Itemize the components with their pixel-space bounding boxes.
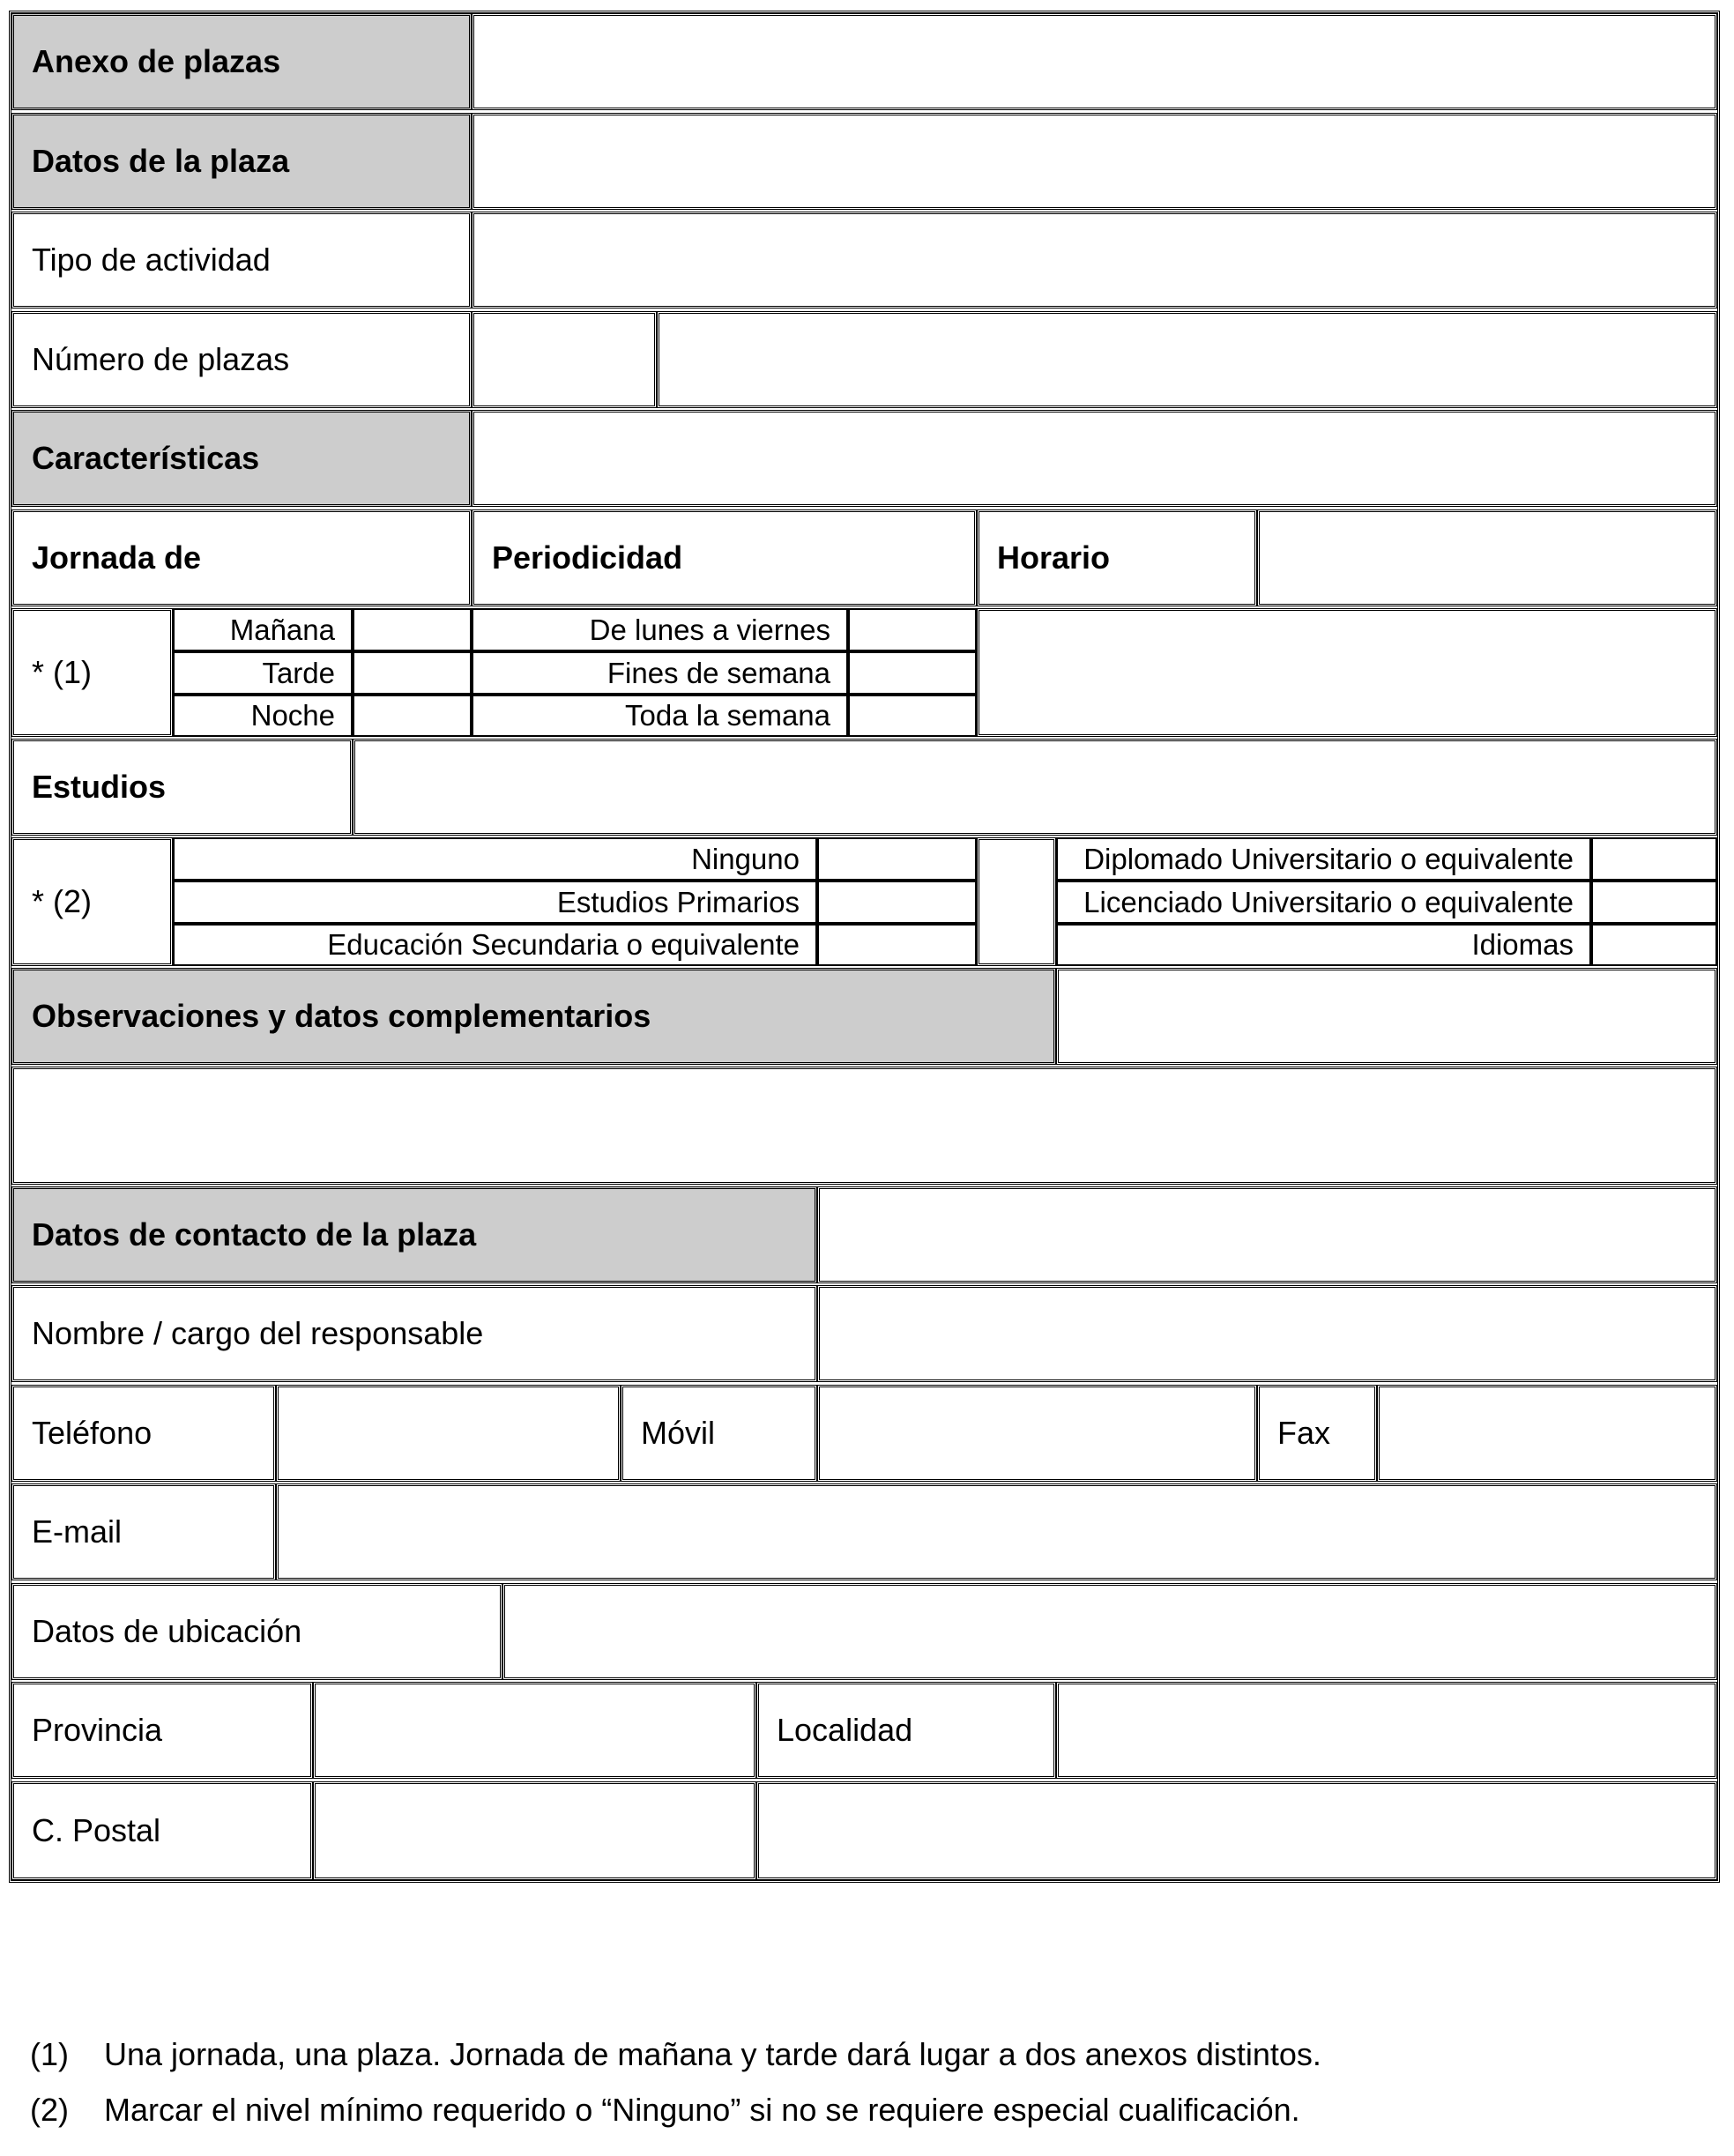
footnote-2 [30,2092,1300,2129]
jornada-noche-checkbox[interactable] [353,695,472,737]
horario-detail-field[interactable] [977,608,1717,737]
fax-field[interactable] [1377,1385,1717,1482]
estudios-header-cell [11,739,353,836]
jornada-header-cell [11,509,472,606]
numero-plazas-label: Número de plazas [32,341,290,377]
localidad-label: Localidad [777,1712,913,1748]
provincia-label-cell [11,1682,313,1779]
estudios-primarios-checkbox[interactable] [817,881,977,924]
postal-label: C. Postal [32,1812,161,1848]
datos-plaza-title: Datos de la plaza [32,143,290,179]
datos-plaza-value-field[interactable] [472,113,1717,210]
jornada-manana-checkbox[interactable] [353,608,472,651]
estudios-option-label: Idiomas [1056,924,1591,966]
observaciones-header-cell [11,968,1056,1065]
postal-field[interactable] [313,1781,756,1880]
tipo-actividad-field[interactable] [472,212,1717,309]
horario-header-cell [977,509,1257,606]
periodicidad-fines-semana-checkbox[interactable] [848,651,977,695]
caracteristicas-header-cell [11,410,472,507]
periodicidad-option-label: Toda la semana [472,695,848,737]
periodicidad-toda-semana-checkbox[interactable] [848,695,977,737]
ubicacion-label: Datos de ubicación [32,1613,302,1649]
periodicidad-title: Periodicidad [492,539,683,576]
movil-label-cell [621,1385,817,1482]
nota2-marker: * (2) [32,883,93,919]
telefono-label-cell [11,1385,276,1482]
nombre-cargo-label: Nombre / cargo del responsable [32,1315,484,1351]
numero-plazas-extra-field[interactable] [657,311,1717,408]
postal-extra-field[interactable] [756,1781,1717,1880]
estudios-option-label: Educación Secundaria o equivalente [173,924,817,966]
fax-label-cell [1257,1385,1377,1482]
periodicidad-option-label: De lunes a viernes [472,608,848,651]
movil-field[interactable] [817,1385,1257,1482]
nombre-cargo-label-cell [11,1285,817,1382]
jornada-title: Jornada de [32,539,202,576]
footnote-text: Una jornada, una plaza. Jornada de mañana y tarde dará lugar a dos anexos distintos. [104,2036,1321,2072]
estudios-option-label: Estudios Primarios [173,881,817,924]
estudios-value-field[interactable] [353,739,1717,836]
footnote-1 [30,2036,1321,2073]
nota1-marker: * (1) [32,654,93,690]
periodicidad-lunes-viernes-checkbox[interactable] [848,608,977,651]
datos-plaza-header-cell [11,113,472,210]
estudios-secundaria-checkbox[interactable] [817,924,977,966]
footnote-text: Marcar el nivel mínimo requerido o “Ninguno” si no se requiere especial cualificación. [104,2092,1300,2128]
contacto-header-cell [11,1186,817,1283]
email-label: E-mail [32,1513,123,1550]
caracteristicas-value-field[interactable] [472,410,1717,507]
provincia-field[interactable] [313,1682,756,1779]
contacto-value-field[interactable] [817,1186,1717,1283]
estudios-option-label: Licenciado Universitario o equivalente [1056,881,1591,924]
postal-label-cell [11,1781,313,1880]
horario-field[interactable] [1257,509,1717,606]
ubicacion-field[interactable] [502,1583,1717,1680]
observaciones-title: Observaciones y datos complementarios [32,998,651,1034]
localidad-label-cell [756,1682,1056,1779]
estudios-diplomado-checkbox[interactable] [1591,837,1717,881]
estudios-ninguno-checkbox[interactable] [817,837,977,881]
telefono-label: Teléfono [32,1415,153,1451]
estudios-option-label: Diplomado Universitario o equivalente [1056,837,1591,881]
jornada-option-label: Mañana [173,608,353,651]
footnote-number: (2) [30,2092,69,2128]
observaciones-side-field[interactable] [1056,968,1717,1065]
estudios-option-label: Ninguno [173,837,817,881]
email-label-cell [11,1483,276,1580]
tipo-actividad-label: Tipo de actividad [32,242,271,278]
numero-plazas-label-cell [11,311,472,408]
caracteristicas-title: Características [32,440,260,476]
numero-plazas-field[interactable] [472,311,657,408]
ubicacion-label-cell [11,1583,502,1680]
contacto-title: Datos de contacto de la plaza [32,1216,477,1253]
footnote-number: (1) [30,2036,69,2072]
estudios-title: Estudios [32,769,167,805]
anexo-title: Anexo de plazas [32,43,281,79]
nota2-cell [11,837,173,966]
provincia-label: Provincia [32,1712,163,1748]
estudios-licenciado-checkbox[interactable] [1591,881,1717,924]
movil-label: Móvil [641,1415,716,1451]
jornada-option-label: Tarde [173,651,353,695]
estudios-spacer-cell [977,837,1056,966]
jornada-option-label: Noche [173,695,353,737]
nota1-cell [11,608,173,737]
jornada-tarde-checkbox[interactable] [353,651,472,695]
telefono-field[interactable] [276,1385,621,1482]
periodicidad-option-label: Fines de semana [472,651,848,695]
localidad-field[interactable] [1056,1682,1717,1779]
fax-label: Fax [1277,1415,1331,1451]
tipo-actividad-label-cell [11,212,472,309]
observaciones-textarea[interactable] [11,1067,1717,1185]
horario-title: Horario [997,539,1111,576]
anexo-header-cell [11,13,472,110]
email-field[interactable] [276,1483,1717,1580]
anexo-value-field[interactable] [472,13,1717,110]
estudios-idiomas-checkbox[interactable] [1591,924,1717,966]
periodicidad-header-cell [472,509,977,606]
nombre-cargo-field[interactable] [817,1285,1717,1382]
